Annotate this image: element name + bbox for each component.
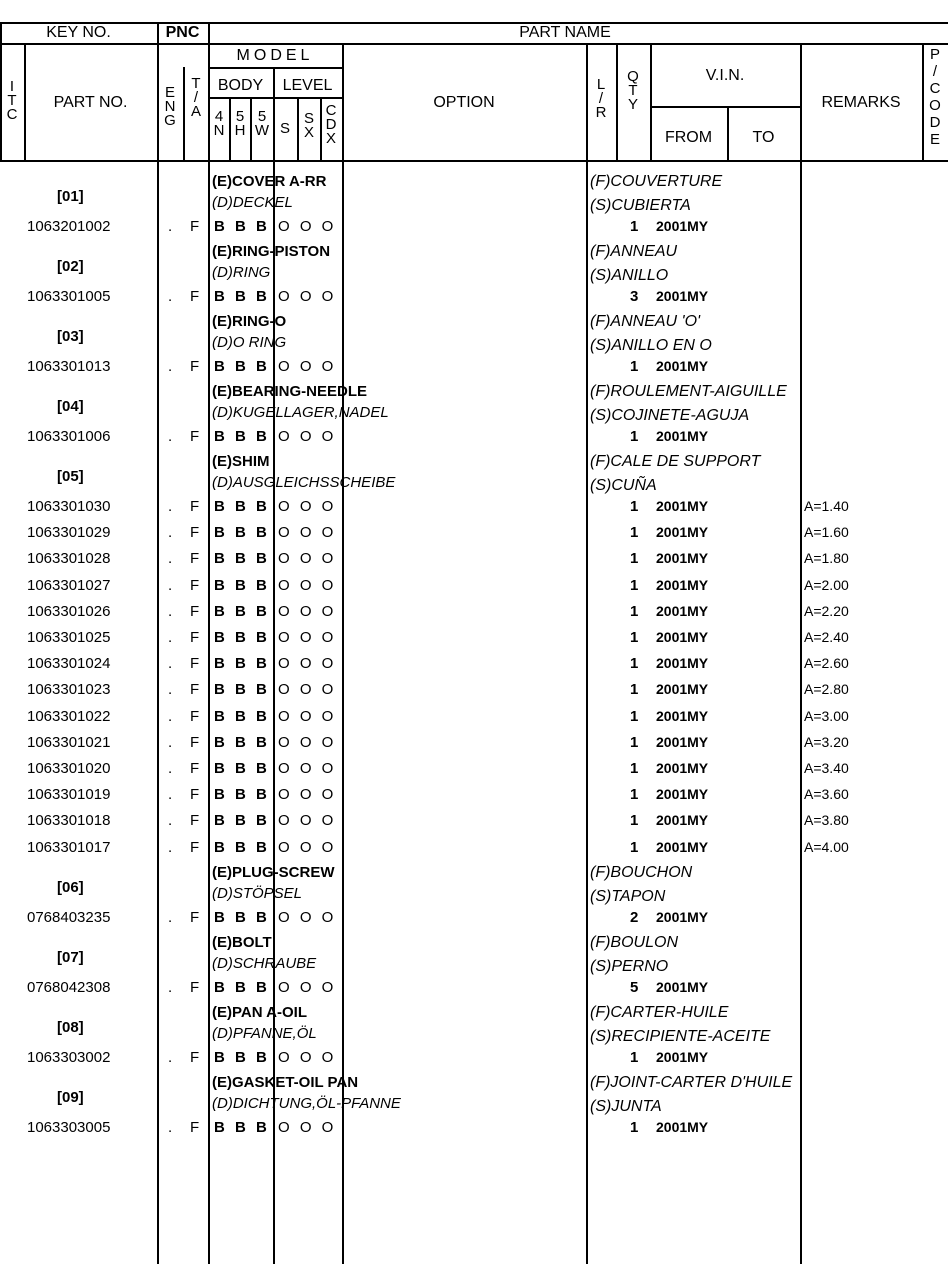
ta-code: F: [190, 812, 200, 830]
part-number: 1063301028: [27, 550, 111, 568]
part-row: [0, 551, 948, 571]
part-number: 1063301024: [27, 655, 111, 673]
vin-from-value: 2001MY: [656, 733, 709, 750]
ta-code: F: [190, 838, 200, 856]
vin-from-value: 2001MY: [656, 978, 709, 995]
pnc-label: [01]: [57, 188, 84, 205]
pnc-label: [04]: [57, 398, 84, 415]
header-rule-1: [0, 43, 948, 45]
part-no-header: PART NO.: [53, 94, 128, 111]
level-marks: O O O: [278, 707, 337, 725]
name-german: (D)AUSGLEICHSSCHEIBE: [212, 474, 396, 491]
name-english: (E)BEARING-NEEDLE: [212, 383, 368, 400]
level-marks: O O O: [278, 838, 337, 856]
remarks-value: A=3.00: [804, 707, 849, 724]
part-number: 1063303005: [27, 1118, 111, 1136]
level-header: LEVEL: [282, 77, 333, 94]
body-col-5h: 5 H: [234, 108, 246, 139]
pnc-label: [02]: [57, 258, 84, 275]
top-rule: [0, 22, 948, 24]
part-row: [0, 735, 948, 755]
remarks-value: A=3.80: [804, 812, 849, 829]
option-header: OPTION: [433, 94, 495, 111]
level-marks: O O O: [278, 602, 337, 620]
ta-code: F: [190, 1118, 200, 1136]
name-french: (F)ROULEMENT-AIGUILLE: [590, 383, 787, 400]
eng-dot: .: [168, 576, 173, 594]
body-marks: B B B: [214, 576, 270, 594]
vline-partno: [157, 22, 159, 160]
qty-value: 1: [630, 358, 639, 375]
qty-value: 1: [630, 733, 639, 751]
eng-dot: .: [168, 524, 173, 542]
qty-value: 1: [630, 786, 639, 804]
ta-code: F: [190, 786, 200, 804]
ta-code: F: [190, 524, 200, 542]
vin-from-value: 2001MY: [656, 550, 709, 567]
part-name-row: [0, 1003, 948, 1047]
ta-code: F: [190, 655, 200, 673]
level-marks: O O O: [278, 1118, 337, 1136]
part-row: [0, 761, 948, 781]
name-spanish: (S)COJINETE-AGUJA: [590, 407, 750, 424]
level-marks: O O O: [278, 498, 337, 515]
qty-value: 1: [630, 550, 639, 568]
ta-code: F: [190, 978, 200, 996]
ta-code: F: [190, 358, 200, 375]
remarks-value: A=1.60: [804, 524, 849, 541]
part-name-row: [0, 863, 948, 907]
part-number: 1063301005: [27, 288, 111, 305]
part-number: 1063301013: [27, 358, 111, 375]
remarks-value: A=3.60: [804, 786, 849, 803]
eng-dot: .: [168, 498, 173, 515]
name-french: (F)ANNEAU 'O': [590, 313, 701, 330]
level-col-sx: S X: [303, 110, 314, 141]
part-row: [0, 359, 948, 379]
name-french: (F)COUVERTURE: [590, 173, 723, 190]
part-number: 1063301017: [27, 838, 111, 856]
name-english: (E)SHIM: [212, 453, 270, 470]
model-header: MODEL: [236, 47, 314, 64]
vin-from-value: 2001MY: [656, 288, 709, 304]
part-number: 1063301021: [27, 733, 111, 751]
eng-dot: .: [168, 908, 173, 926]
qty-value: 1: [630, 602, 639, 620]
part-row: [0, 429, 948, 449]
eng-dot: .: [168, 655, 173, 673]
name-english: (E)PAN A-OIL: [212, 1003, 307, 1021]
pnc-label: [03]: [57, 328, 84, 345]
qty-value: 1: [630, 760, 639, 777]
remarks-header: REMARKS: [821, 94, 901, 111]
pnc-label: [08]: [57, 1018, 84, 1036]
remarks-value: A=2.00: [804, 576, 849, 593]
part-name-header: PART NAME: [519, 24, 611, 41]
level-marks: O O O: [278, 524, 337, 542]
ta-code: F: [190, 498, 200, 515]
vin-from-value: 2001MY: [656, 838, 709, 855]
qty-value: 1: [630, 576, 639, 594]
part-number: 0768403235: [27, 908, 111, 926]
vin-rule: [650, 106, 800, 108]
remarks-value: A=4.00: [804, 838, 849, 855]
ta-code: F: [190, 218, 200, 235]
body-marks: B B B: [214, 978, 270, 996]
level-col-s: S: [279, 120, 290, 137]
name-french: (F)CARTER-HUILE: [590, 1003, 729, 1021]
remarks-value: A=2.60: [804, 655, 849, 672]
level-marks: O O O: [278, 288, 337, 305]
remarks-value: A=2.40: [804, 629, 849, 645]
eng-dot: .: [168, 428, 173, 445]
part-number: 1063301018: [27, 812, 111, 830]
name-spanish: (S)CUÑA: [590, 477, 657, 494]
level-col-cdx: C D X: [325, 102, 337, 147]
eng-header: E N G: [164, 84, 176, 129]
ta-code: F: [190, 908, 200, 926]
part-row: [0, 1050, 948, 1070]
qty-value: 1: [630, 707, 639, 725]
part-number: 1063301027: [27, 576, 111, 594]
eng-dot: .: [168, 707, 173, 725]
level-marks: O O O: [278, 358, 337, 375]
ta-code: F: [190, 681, 200, 699]
part-number: 1063301023: [27, 681, 111, 699]
ta-code: F: [190, 707, 200, 725]
part-row: [0, 910, 948, 930]
body-marks: B B B: [214, 908, 270, 926]
pnc-header: PNC: [165, 24, 200, 41]
name-spanish: (S)TAPON: [590, 887, 666, 905]
part-number: 1063301022: [27, 707, 111, 725]
vin-from-value: 2001MY: [656, 681, 709, 698]
part-row: [0, 289, 948, 309]
name-english: (E)RING-O: [212, 313, 287, 330]
qty-value: 1: [630, 524, 639, 542]
part-number: 1063301029: [27, 524, 111, 542]
lr-header: L / R: [595, 76, 607, 121]
body-marks: B B B: [214, 428, 270, 445]
qty-value: 5: [630, 978, 639, 996]
name-english: (E)BOLT: [212, 933, 272, 951]
header-rule-bottom: [0, 160, 948, 162]
level-marks: O O O: [278, 786, 337, 804]
part-number: 1063301006: [27, 428, 111, 445]
level-marks: O O O: [278, 629, 337, 646]
key-no-header: KEY NO.: [46, 24, 111, 41]
eng-dot: .: [168, 978, 173, 996]
vline-lr: [616, 43, 618, 160]
eng-dot: .: [168, 602, 173, 620]
body-marks: B B B: [214, 1118, 270, 1136]
level-marks: O O O: [278, 908, 337, 926]
qty-value: 1: [630, 681, 639, 699]
level-marks: O O O: [278, 218, 337, 235]
level-marks: O O O: [278, 655, 337, 673]
part-number: 1063301025: [27, 629, 111, 646]
body-marks: B B B: [214, 1048, 270, 1066]
vin-from-value: 2001MY: [656, 655, 709, 672]
vin-from-value: 2001MY: [656, 524, 709, 541]
eng-dot: .: [168, 218, 173, 235]
part-name-row: [0, 172, 948, 216]
name-french: (F)BOUCHON: [590, 863, 693, 881]
eng-dot: .: [168, 733, 173, 751]
eng-dot: .: [168, 629, 173, 646]
part-row: [0, 656, 948, 676]
body-marks: B B B: [214, 288, 270, 305]
body-col-4n: 4 N: [213, 108, 225, 139]
part-name-row: [0, 242, 948, 286]
name-french: (F)BOULON: [590, 933, 678, 951]
body-marks: B B B: [214, 358, 270, 375]
level-marks: O O O: [278, 733, 337, 751]
body-marks: B B B: [214, 786, 270, 804]
qty-value: 1: [630, 428, 639, 445]
qty-value: 1: [630, 1118, 639, 1136]
vin-from-value: 2001MY: [656, 1118, 709, 1135]
part-row: [0, 630, 948, 650]
ta-code: F: [190, 576, 200, 594]
part-row: [0, 1120, 948, 1140]
vin-from-value: 2001MY: [656, 358, 709, 374]
name-german: (D)PFANNE,ÖL: [212, 1024, 317, 1042]
body-col-5w: 5 W: [254, 108, 270, 139]
body-marks: B B B: [214, 838, 270, 856]
eng-dot: .: [168, 358, 173, 375]
name-english: (E)GASKET-OIL PAN: [212, 1073, 359, 1091]
eng-dot: .: [168, 1118, 173, 1136]
vin-from-value: 2001MY: [656, 908, 709, 925]
vin-from-value: 2001MY: [656, 707, 709, 724]
ta-code: F: [190, 1048, 200, 1066]
eng-dot: .: [168, 1048, 173, 1066]
level-marks: O O O: [278, 428, 337, 445]
part-name-row: [0, 452, 948, 496]
vline-level1: [297, 97, 299, 160]
vline-eng: [183, 67, 185, 160]
body-marks: B B B: [214, 524, 270, 542]
vin-from-value: 2001MY: [656, 428, 709, 444]
vin-from-value: 2001MY: [656, 576, 709, 593]
vin-from-value: 2001MY: [656, 786, 709, 803]
vin-from-value: 2001MY: [656, 760, 709, 776]
body-marks: B B B: [214, 218, 270, 235]
model-rule: [208, 67, 342, 69]
part-name-row: [0, 1073, 948, 1117]
body-marks: B B B: [214, 498, 270, 515]
part-number: 1063301030: [27, 498, 111, 515]
ta-code: F: [190, 288, 200, 305]
part-name-row: [0, 933, 948, 977]
body-marks: B B B: [214, 655, 270, 673]
body-marks: B B B: [214, 760, 270, 777]
vline-left: [0, 22, 2, 160]
name-german: (D)DICHTUNG,ÖL-PFANNE: [212, 1094, 401, 1112]
pnc-label: [05]: [57, 468, 84, 485]
part-number: 1063301020: [27, 760, 111, 777]
qty-value: 1: [630, 629, 639, 646]
remarks-value: A=2.20: [804, 602, 849, 619]
level-marks: O O O: [278, 978, 337, 996]
remarks-value: A=1.80: [804, 550, 849, 567]
part-number: 0768042308: [27, 978, 111, 996]
part-row: [0, 219, 948, 239]
part-row: [0, 682, 948, 702]
pcode-header: P / C O D E: [929, 46, 941, 148]
part-row: [0, 525, 948, 545]
level-marks: O O O: [278, 550, 337, 568]
qty-value: 1: [630, 1048, 639, 1066]
part-number: 1063301019: [27, 786, 111, 804]
qty-value: 1: [630, 498, 639, 515]
qty-value: 2: [630, 908, 639, 926]
body-marks: B B B: [214, 733, 270, 751]
vin-from-value: 2001MY: [656, 498, 709, 514]
ta-header: T / A: [190, 75, 201, 120]
part-number: 1063301026: [27, 602, 111, 620]
vin-from-value: 2001MY: [656, 218, 709, 234]
qty-value: 1: [630, 838, 639, 856]
part-name-row: [0, 382, 948, 426]
qty-value: 1: [630, 218, 639, 235]
name-english: (E)RING-PISTON: [212, 243, 331, 260]
name-german: (D)SCHRAUBE: [212, 954, 317, 972]
qty-value: 1: [630, 812, 639, 830]
remarks-value: A=3.20: [804, 733, 849, 750]
vline-option: [586, 43, 588, 160]
pnc-label: [06]: [57, 878, 84, 896]
body-marks: B B B: [214, 550, 270, 568]
body-marks: B B B: [214, 707, 270, 725]
name-french: (F)CALE DE SUPPORT: [590, 453, 761, 470]
level-marks: O O O: [278, 576, 337, 594]
body-marks: B B B: [214, 629, 270, 646]
name-french: (F)ANNEAU: [590, 243, 678, 260]
body-header: BODY: [217, 77, 264, 94]
ta-code: F: [190, 629, 200, 646]
vin-header: V.I.N.: [705, 67, 745, 84]
ta-code: F: [190, 760, 200, 777]
name-french: (F)JOINT-CARTER D'HUILE: [590, 1073, 793, 1091]
vin-from-value: 2001MY: [656, 812, 709, 829]
ta-code: F: [190, 428, 200, 445]
name-german: (D)DECKEL: [212, 194, 293, 211]
ta-code: F: [190, 602, 200, 620]
eng-dot: .: [168, 550, 173, 568]
pnc-label: [09]: [57, 1088, 84, 1106]
name-german: (D)RING: [212, 264, 271, 281]
vline-remarks: [922, 43, 924, 160]
name-spanish: (S)ANILLO: [590, 267, 669, 284]
part-row: [0, 709, 948, 729]
name-spanish: (S)RECIPIENTE-ACEITE: [590, 1027, 771, 1045]
name-english: (E)COVER A-RR: [212, 173, 327, 190]
level-marks: O O O: [278, 812, 337, 830]
part-row: [0, 604, 948, 624]
level-marks: O O O: [278, 1048, 337, 1066]
vline-body2: [250, 97, 252, 160]
name-spanish: (S)ANILLO EN O: [590, 337, 712, 354]
vin-from-value: 2001MY: [656, 1048, 709, 1065]
eng-dot: .: [168, 760, 173, 777]
body-marks: B B B: [214, 681, 270, 699]
part-row: [0, 499, 948, 519]
name-spanish: (S)PERNO: [590, 957, 669, 975]
part-number: 1063201002: [27, 218, 111, 235]
part-row: [0, 578, 948, 598]
part-row: [0, 980, 948, 1000]
vin-from-header: FROM: [664, 129, 713, 146]
itc-header: I T C: [6, 78, 18, 123]
part-number: 1063303002: [27, 1048, 111, 1066]
qty-value: 3: [630, 288, 639, 305]
ta-code: F: [190, 550, 200, 568]
remarks-value: A=2.80: [804, 681, 849, 698]
name-german: (D)STÖPSEL: [212, 884, 303, 902]
vin-from-value: 2001MY: [656, 629, 709, 645]
eng-dot: .: [168, 786, 173, 804]
level-marks: O O O: [278, 681, 337, 699]
part-row: [0, 813, 948, 833]
body-marks: B B B: [214, 602, 270, 620]
name-german: (D)O RING: [212, 334, 287, 351]
eng-dot: .: [168, 812, 173, 830]
name-german: (D)KUGELLAGER,NADEL: [212, 404, 389, 421]
ta-code: F: [190, 733, 200, 751]
part-name-row: [0, 312, 948, 356]
vin-from-value: 2001MY: [656, 602, 709, 619]
part-row: [0, 787, 948, 807]
qty-header: Q T Y: [627, 68, 639, 113]
qty-value: 1: [630, 655, 639, 673]
eng-dot: .: [168, 681, 173, 699]
level-marks: O O O: [278, 760, 337, 777]
name-spanish: (S)JUNTA: [590, 1097, 662, 1115]
name-spanish: (S)CUBIERTA: [590, 197, 691, 214]
vin-to-header: TO: [752, 129, 775, 146]
remarks-value: A=3.40: [804, 760, 849, 776]
name-english: (E)PLUG-SCREW: [212, 863, 335, 881]
pnc-label: [07]: [57, 948, 84, 966]
eng-dot: .: [168, 838, 173, 856]
part-row: [0, 840, 948, 860]
body-marks: B B B: [214, 812, 270, 830]
eng-dot: .: [168, 288, 173, 305]
remarks-value: A=1.40: [804, 498, 849, 514]
